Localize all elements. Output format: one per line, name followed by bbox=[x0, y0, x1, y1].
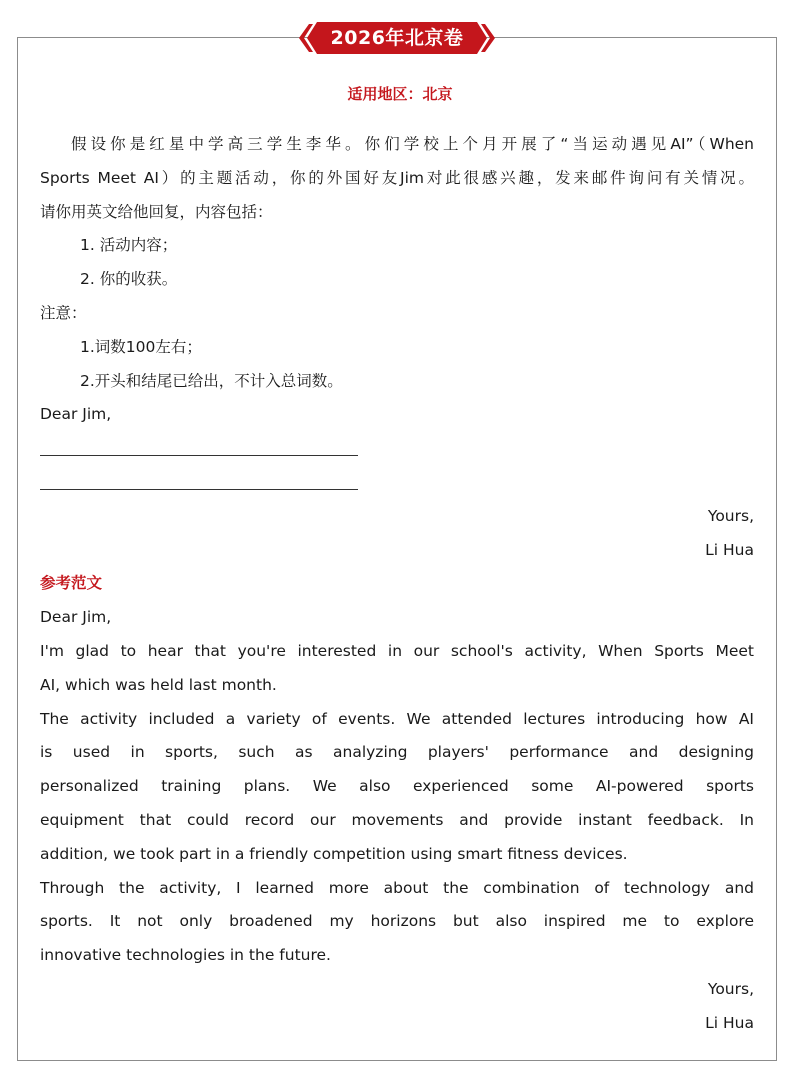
note-1: 1.词数100左右； bbox=[80, 337, 202, 356]
sample-line-10: innovative technologies in the future. bbox=[40, 946, 331, 965]
sample-line-7: addition, we took part in a friendly competition using smart fitness devices. bbox=[40, 844, 628, 863]
answer-blank-line-2 bbox=[40, 466, 358, 500]
prompt-closing: Yours, bbox=[707, 506, 754, 525]
sample-line-5: personalized training plans. We also experienced some AI-powered sports bbox=[40, 777, 754, 796]
sample-line-8: Through the activity, I learned more about the combination of technology and bbox=[40, 878, 754, 897]
answer-blank-line-1 bbox=[40, 432, 358, 466]
sample-line-4: is used in sports, such as analyzing players' performance and designing bbox=[40, 743, 754, 762]
region-heading: 适用地区：北京 bbox=[347, 85, 453, 103]
title-banner bbox=[297, 18, 497, 58]
sample-line-3: The activity included a variety of events. We attended lectures introducing how AI bbox=[40, 709, 754, 728]
prompt-line-3: 请你用英文给他回复，内容包括： bbox=[40, 202, 273, 221]
sample-line-6: equipment that could record our movements and provide instant feedback. In bbox=[40, 810, 754, 829]
sample-signature: Li Hua bbox=[705, 1013, 754, 1032]
prompt-line-2: Sports Meet AI）的主题活动，你的外国好友Jim对此很感兴趣，发来邮件询问有关情况。 bbox=[40, 168, 754, 187]
banner-title: 2026年北京卷 bbox=[330, 27, 464, 49]
prompt-signature: Li Hua bbox=[705, 540, 754, 559]
note-2: 2.开头和结尾已给出，不计入总词数。 bbox=[80, 371, 343, 390]
document-body bbox=[40, 128, 754, 1041]
sample-line-2: AI, which was held last month. bbox=[40, 675, 277, 694]
prompt-line-1: 假设你是红星中学高三学生李华。你们学校上个月开展了“当运动遇见AI”（When bbox=[71, 135, 754, 153]
sample-line-9: sports. It not only broadened my horizons but also inspired me to explore bbox=[40, 912, 754, 931]
prompt-item-2: 2. 你的收获。 bbox=[80, 270, 178, 289]
sample-closing: Yours, bbox=[707, 979, 754, 998]
prompt-greeting: Dear Jim, bbox=[40, 405, 112, 424]
sample-greeting: Dear Jim, bbox=[40, 608, 112, 627]
notes-label: 注意： bbox=[40, 303, 87, 322]
sample-essay-label: 参考范文 bbox=[40, 574, 103, 593]
prompt-item-1: 1. 活动内容； bbox=[80, 236, 178, 255]
sample-line-1: I'm glad to hear that you're interested in our school's activity, When Sports Meet bbox=[40, 641, 754, 660]
